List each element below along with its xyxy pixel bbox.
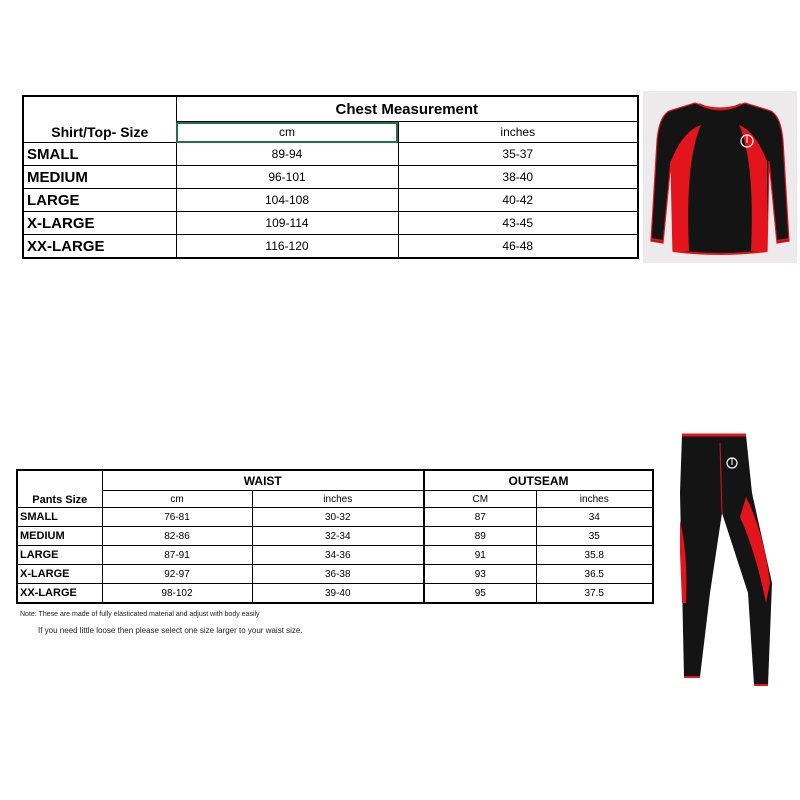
- shirt-inches-value: 38-40: [398, 166, 638, 189]
- outseam-inches-value: 34: [536, 508, 653, 527]
- table-row: [23, 189, 638, 212]
- outseam-cm-header: CM: [424, 491, 536, 508]
- shirt-inches-value: 46-48: [398, 235, 638, 259]
- compression-shirt-image: [643, 91, 797, 263]
- shirt-size-header: Shirt/Top- Size: [23, 96, 176, 143]
- shirt-cm-value: 104-108: [176, 189, 398, 212]
- waist-inches-value: 30-32: [252, 508, 424, 527]
- shirt-size-label: MEDIUM: [23, 166, 176, 189]
- outseam-inches-value: 35.8: [536, 546, 653, 565]
- outseam-cm-value: 93: [424, 565, 536, 584]
- table-row: [17, 508, 653, 527]
- waist-inches-value: 36-38: [252, 565, 424, 584]
- table-row: [17, 584, 653, 604]
- shirt-size-label: LARGE: [23, 189, 176, 212]
- pants-size-label: XX-LARGE: [17, 584, 102, 604]
- outseam-header: OUTSEAM: [424, 470, 653, 491]
- shirt-cm-value: 89-94: [176, 143, 398, 166]
- waist-cm-header: cm: [102, 491, 252, 508]
- outseam-inches-value: 35: [536, 527, 653, 546]
- shirt-inches-value: 43-45: [398, 212, 638, 235]
- table-row: [23, 235, 638, 259]
- table-row: [23, 212, 638, 235]
- outseam-cm-value: 91: [424, 546, 536, 565]
- pants-size-header: Pants Size: [17, 470, 102, 508]
- pants-size-label: MEDIUM: [17, 527, 102, 546]
- table-row: [17, 546, 653, 565]
- shirt-inches-value: 40-42: [398, 189, 638, 212]
- pants-size-table: [16, 469, 654, 604]
- outseam-inches-value: 36.5: [536, 565, 653, 584]
- shirt-size-label: XX-LARGE: [23, 235, 176, 259]
- shirt-cm-value: 116-120: [176, 235, 398, 259]
- waist-inches-value: 39-40: [252, 584, 424, 604]
- table-row: [23, 166, 638, 189]
- waist-inches-value: 32-34: [252, 527, 424, 546]
- waist-cm-value: 87-91: [102, 546, 252, 565]
- compression-shirt-icon: [643, 91, 797, 263]
- outseam-inches-value: 37.5: [536, 584, 653, 604]
- shirt-inches-value: 35-37: [398, 143, 638, 166]
- shirt-cm-value: 96-101: [176, 166, 398, 189]
- waist-cm-value: 82-86: [102, 527, 252, 546]
- shirt-size-table: [22, 95, 639, 259]
- outseam-cm-value: 95: [424, 584, 536, 604]
- pants-size-label: SMALL: [17, 508, 102, 527]
- waist-cm-value: 92-97: [102, 565, 252, 584]
- waist-cm-value: 98-102: [102, 584, 252, 604]
- table-row: [17, 527, 653, 546]
- waist-inches-header: inches: [252, 491, 424, 508]
- waist-header: WAIST: [102, 470, 424, 491]
- waist-inches-value: 34-36: [252, 546, 424, 565]
- table-row: [23, 143, 638, 166]
- chest-measurement-header: Chest Measurement: [176, 96, 638, 122]
- shirt-cm-value: 109-114: [176, 212, 398, 235]
- shirt-cm-header[interactable]: cm: [176, 122, 398, 143]
- compression-pants-image: [660, 433, 784, 695]
- table-row: [17, 565, 653, 584]
- note-size-advice: If you need little loose then please select one size larger to your waist size.: [38, 626, 303, 635]
- pants-size-label: LARGE: [17, 546, 102, 565]
- shirt-size-label: X-LARGE: [23, 212, 176, 235]
- pants-size-label: X-LARGE: [17, 565, 102, 584]
- waist-cm-value: 76-81: [102, 508, 252, 527]
- outseam-inches-header: inches: [536, 491, 653, 508]
- note-elastic-material: Note: These are made of fully elasticated material and adjust with body easily: [20, 611, 260, 618]
- compression-pants-icon: [660, 433, 784, 695]
- shirt-size-label: SMALL: [23, 143, 176, 166]
- outseam-cm-value: 89: [424, 527, 536, 546]
- shirt-inches-header: inches: [398, 122, 638, 143]
- outseam-cm-value: 87: [424, 508, 536, 527]
